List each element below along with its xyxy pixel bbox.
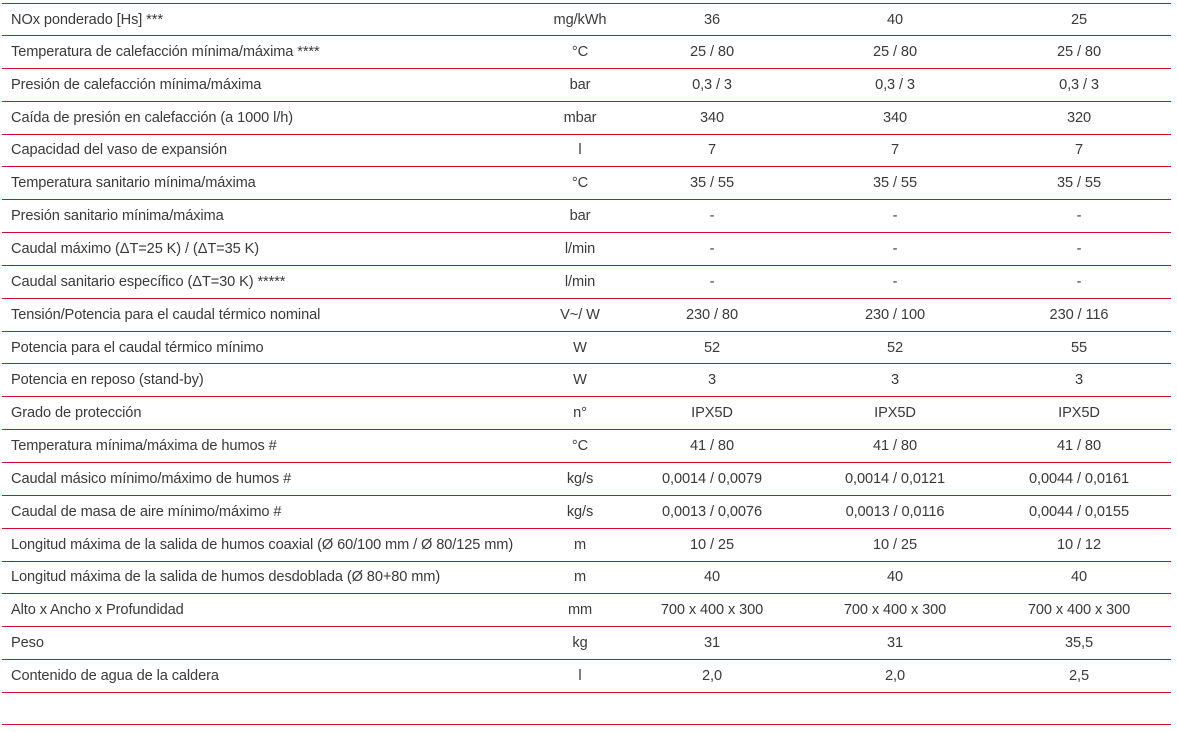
row-value-model-1: 35 / 55 — [690, 175, 734, 192]
row-value-model-1: 230 / 80 — [686, 306, 738, 323]
row-value-model-1: 0,3 / 3 — [692, 76, 732, 93]
table-row — [2, 660, 1171, 693]
row-label: Caudal de masa de aire mínimo/máximo # — [11, 503, 282, 520]
table-row — [2, 135, 1171, 168]
row-label: Presión sanitario mínima/máxima — [11, 208, 224, 225]
row-unit: kg — [572, 635, 588, 652]
row-value-model-2: - — [892, 240, 898, 257]
row-value-model-3: - — [1076, 240, 1082, 257]
row-value-model-2: 31 — [886, 635, 904, 652]
row-unit: bar — [569, 208, 591, 225]
table-row — [2, 594, 1171, 627]
table-row — [2, 102, 1171, 135]
row-unit: W — [573, 372, 587, 389]
row-value-model-3: - — [1076, 208, 1082, 225]
row-value-model-1: 0,0013 / 0,0076 — [662, 503, 762, 520]
table-row — [2, 266, 1171, 299]
row-label: Caudal másico mínimo/máximo de humos # — [11, 470, 292, 487]
row-value-model-3: 3 — [1074, 372, 1084, 389]
row-unit: l — [578, 142, 582, 159]
row-value-model-1: 7 — [707, 142, 717, 159]
row-value-model-2: 0,0014 / 0,0121 — [845, 470, 945, 487]
row-value-model-1: 40 — [703, 569, 721, 586]
row-value-model-1: 340 — [699, 109, 725, 126]
spec-table — [2, 3, 1171, 693]
row-value-model-2: 340 — [882, 109, 908, 126]
row-value-model-1: IPX5D — [691, 405, 733, 422]
row-label: Longitud máxima de la salida de humos desdoblada (Ø 80+80 mm) — [11, 569, 441, 586]
table-row — [2, 200, 1171, 233]
row-value-model-2: 52 — [886, 339, 904, 356]
row-value-model-3: 41 / 80 — [1057, 438, 1101, 455]
row-value-model-1: 25 / 80 — [690, 43, 734, 60]
table-row — [2, 167, 1171, 200]
row-label: Caudal máximo (ΔT=25 K) / (ΔT=35 K) — [11, 240, 259, 257]
row-value-model-2: 41 / 80 — [873, 438, 917, 455]
row-label: Longitud máxima de la salida de humos coaxial (Ø 60/100 mm / Ø 80/125 mm) — [11, 536, 514, 553]
row-value-model-3: 700 x 400 x 300 — [1027, 602, 1131, 619]
row-value-model-2: 0,0013 / 0,0116 — [845, 503, 945, 520]
table-row — [2, 364, 1171, 397]
row-unit: l/min — [564, 273, 596, 290]
row-label: Presión de calefacción mínima/máxima — [11, 76, 262, 93]
row-value-model-2: 35 / 55 — [873, 175, 917, 192]
row-value-model-2: 25 / 80 — [873, 43, 917, 60]
row-unit: °C — [571, 438, 589, 455]
table-row — [2, 332, 1171, 365]
row-value-model-2: 0,3 / 3 — [875, 76, 915, 93]
row-unit: °C — [571, 175, 589, 192]
row-value-model-2: 230 / 100 — [865, 306, 925, 323]
row-unit: m — [573, 569, 587, 586]
table-row — [2, 496, 1171, 529]
row-unit: l — [578, 667, 582, 684]
row-value-model-3: 40 — [1070, 569, 1088, 586]
row-value-model-3: 0,3 / 3 — [1059, 76, 1099, 93]
row-value-model-1: 52 — [703, 339, 721, 356]
row-value-model-2: 3 — [890, 372, 900, 389]
row-label: NOx ponderado [Hs] *** — [11, 11, 163, 28]
row-value-model-1: - — [709, 208, 715, 225]
table-row — [2, 36, 1171, 69]
row-value-model-1: 10 / 25 — [690, 536, 734, 553]
row-value-model-3: 0,0044 / 0,0161 — [1029, 470, 1129, 487]
row-value-model-2: - — [892, 208, 898, 225]
row-value-model-2: 2,0 — [885, 667, 905, 684]
row-value-model-1: 0,0014 / 0,0079 — [662, 470, 762, 487]
row-value-model-3: - — [1076, 273, 1082, 290]
row-value-model-1: 36 — [703, 11, 721, 28]
row-value-model-1: 2,0 — [702, 667, 722, 684]
table-row — [2, 430, 1171, 463]
row-value-model-3: 10 / 12 — [1057, 536, 1101, 553]
row-unit: kg/s — [566, 470, 594, 487]
row-unit: kg/s — [566, 503, 594, 520]
row-value-model-2: 10 / 25 — [873, 536, 917, 553]
table-row — [2, 3, 1171, 36]
table-row — [2, 299, 1171, 332]
row-label: Temperatura sanitario mínima/máxima — [11, 175, 256, 192]
row-value-model-1: - — [709, 273, 715, 290]
row-label: Potencia en reposo (stand-by) — [11, 372, 204, 389]
row-label: Alto x Ancho x Profundidad — [11, 602, 184, 619]
row-label: Capacidad del vaso de expansión — [11, 142, 227, 159]
row-value-model-2: - — [892, 273, 898, 290]
row-value-model-1: 700 x 400 x 300 — [660, 602, 764, 619]
row-unit: mg/kWh — [553, 11, 607, 28]
row-label: Caudal sanitario específico (ΔT=30 K) ***** — [11, 273, 286, 290]
row-value-model-3: 35 / 55 — [1057, 175, 1101, 192]
row-value-model-1: - — [709, 240, 715, 257]
row-value-model-3: IPX5D — [1058, 405, 1100, 422]
row-value-model-3: 55 — [1070, 339, 1088, 356]
row-label: Caída de presión en calefacción (a 1000 l/h) — [11, 109, 293, 126]
table-row — [2, 562, 1171, 595]
row-value-model-2: 700 x 400 x 300 — [843, 602, 947, 619]
row-unit: bar — [569, 76, 591, 93]
row-unit: m — [573, 536, 587, 553]
table-row — [2, 397, 1171, 430]
row-label: Temperatura de calefacción mínima/máxima **** — [11, 43, 320, 60]
row-value-model-3: 230 / 116 — [1049, 306, 1109, 323]
row-value-model-3: 2,5 — [1069, 667, 1089, 684]
row-value-model-2: 40 — [886, 569, 904, 586]
table-row — [2, 627, 1171, 660]
row-value-model-3: 7 — [1074, 142, 1084, 159]
row-label: Grado de protección — [11, 405, 142, 422]
row-label: Tensión/Potencia para el caudal térmico nominal — [11, 306, 321, 323]
row-value-model-2: IPX5D — [874, 405, 916, 422]
row-label: Contenido de agua de la caldera — [11, 667, 219, 684]
table-row — [2, 69, 1171, 102]
row-value-model-1: 31 — [703, 635, 721, 652]
row-value-model-3: 35,5 — [1064, 635, 1093, 652]
row-unit: mm — [567, 602, 593, 619]
row-label: Peso — [11, 635, 44, 652]
bottom-divider — [2, 724, 1171, 725]
row-value-model-2: 40 — [886, 11, 904, 28]
row-value-model-3: 320 — [1066, 109, 1092, 126]
table-row — [2, 529, 1171, 562]
row-unit: n° — [573, 405, 587, 422]
row-label: Potencia para el caudal térmico mínimo — [11, 339, 264, 356]
row-unit: l/min — [564, 240, 596, 257]
table-row — [2, 463, 1171, 496]
row-label: Temperatura mínima/máxima de humos # — [11, 438, 277, 455]
row-value-model-3: 0,0044 / 0,0155 — [1029, 503, 1129, 520]
row-value-model-3: 25 — [1070, 11, 1088, 28]
row-value-model-2: 7 — [890, 142, 900, 159]
row-value-model-3: 25 / 80 — [1057, 43, 1101, 60]
row-unit: W — [573, 339, 587, 356]
table-row — [2, 233, 1171, 266]
row-value-model-1: 3 — [707, 372, 717, 389]
row-unit: mbar — [563, 109, 597, 126]
row-unit: V~/ W — [560, 306, 600, 323]
row-value-model-1: 41 / 80 — [690, 438, 734, 455]
row-unit: °C — [571, 43, 589, 60]
